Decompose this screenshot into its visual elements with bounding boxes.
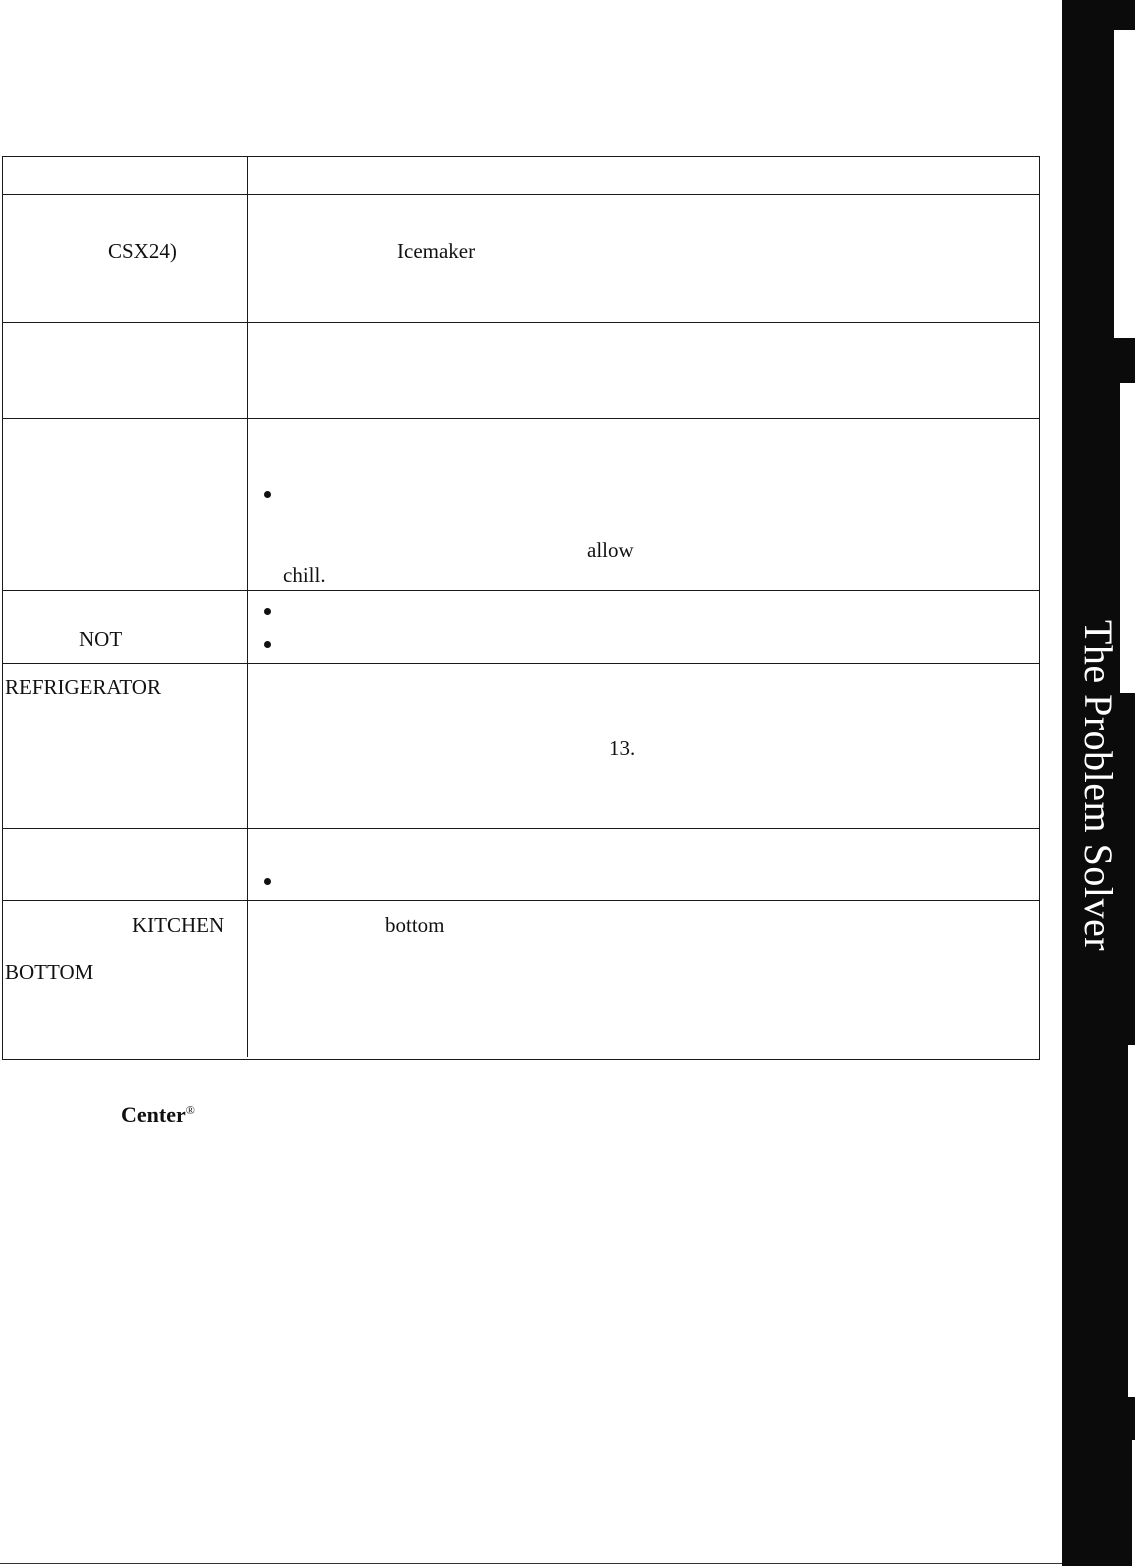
table-cell-text: REFRIGERATOR — [5, 675, 161, 699]
table-cell-text: BOTTOM — [5, 960, 94, 984]
section-title — [1062, 620, 1135, 950]
footer-text: Center — [121, 1102, 186, 1127]
table-cell-text: chill. — [283, 563, 326, 587]
row-line — [3, 663, 1039, 664]
bottom-rule — [0, 1563, 1062, 1564]
bullet — [264, 878, 271, 885]
row-line — [3, 900, 1039, 901]
section-title-text: The Problem Solver — [1076, 619, 1122, 951]
column-divider — [247, 157, 248, 1057]
row-line — [3, 322, 1039, 323]
bullet — [264, 641, 271, 648]
registered-mark: ® — [185, 1103, 195, 1117]
table-cell-text: NOT — [79, 627, 123, 651]
table-cell-text: allow — [587, 538, 634, 562]
table-cell-text: bottom — [385, 913, 445, 937]
table-cell-text: 13. — [609, 736, 636, 760]
table-cell-text: CSX24) — [108, 239, 177, 263]
row-line — [3, 418, 1039, 419]
table-cell-text: KITCHEN — [132, 913, 225, 937]
row-line — [3, 828, 1039, 829]
header-row-line — [3, 194, 1039, 195]
footer-note — [121, 1102, 195, 1128]
row-line — [3, 590, 1039, 591]
bullet — [264, 608, 271, 615]
bullet — [264, 491, 271, 498]
side-tab-notch — [1128, 1045, 1135, 1397]
table-cell-text: Icemaker — [397, 239, 476, 263]
side-tab-notch — [1114, 30, 1135, 338]
